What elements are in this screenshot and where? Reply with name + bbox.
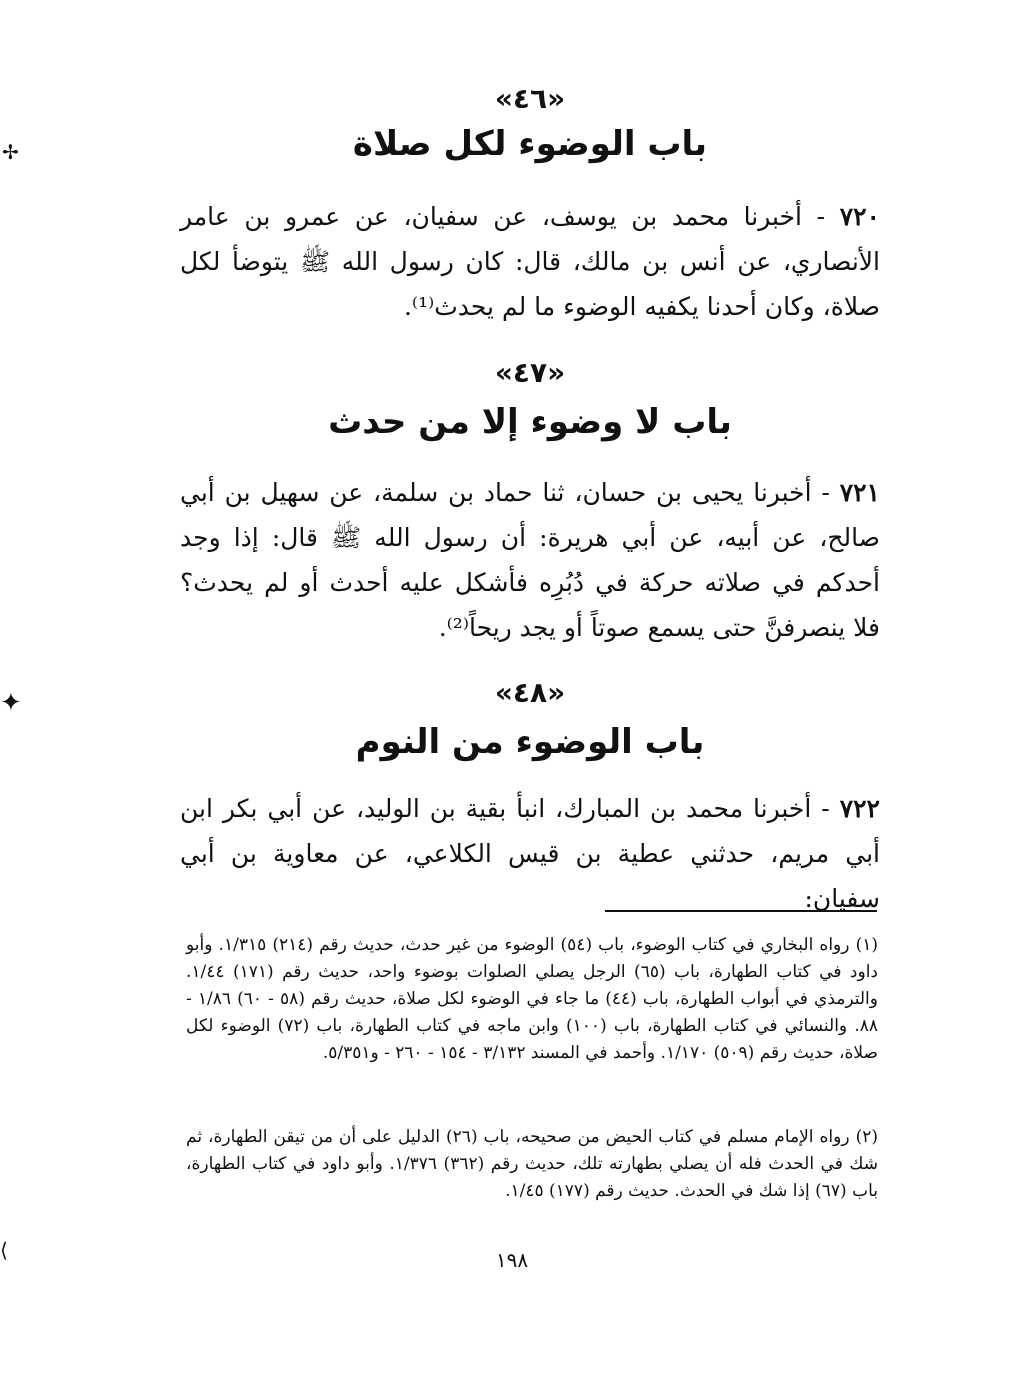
scan-mark-icon: ⟨ (0, 1238, 8, 1262)
chapter-title: باب الوضوء لكل صلاة (352, 124, 708, 164)
hadith-paragraph (180, 470, 880, 650)
footnote-text: رواه البخاري في كتاب الوضوء، باب (٥٤) الوضوء من غير حدث، حديث رقم (٢١٤) ١/٣١٥. وأبو داود في كتاب الطهارة، باب (٦٥) الرجل يصلي الصلوات بوضوء واحد، حديث رقم (١٧١) ١/٤٤. والترمذي في أبواب الطهارة، باب (٤٤) ما جاء في الوضوء لكل صلاة، حديث رقم (٥٨ - ٦٠) ١/٨٦ - ٨٨. والنسائي في كتاب الطهارة، باب (١٠٠) وابن ماجه في كتاب الطهارة، باب (٧٢) الوضوء لكل صلاة، حديث رقم (٥٠٩) ١/١٧٠. وأحمد في المسند ٣/١٣٢ - ١٥٤ - ٢٦٠ - و٥/٣٥١. (186, 935, 879, 1063)
chapter-title: باب لا وضوء إلا من حدث (328, 402, 732, 442)
hadith-dash: - (801, 202, 826, 231)
footnote-text: رواه الإمام مسلم في كتاب الحيض من صحيحه، باب (٢٦) الدليل على أن من تيقن الطهارة، ثم شك في الحدث فله أن يصلي بطهارته تلك، حديث رقم (٣٦٢) ١/٣٧٦. وأبو داود في كتاب الطهارة، باب (٦٧) إذا شك في الحدث. حديث رقم (١٧٧) ١/٤٥. (186, 1127, 878, 1201)
footnote-marker: (٢) (855, 1127, 878, 1147)
hadith-paragraph (180, 194, 880, 329)
footnote (186, 932, 878, 1067)
chapter-number: «٤٧» (494, 356, 566, 389)
hadith-number: ٧٢٢ (839, 794, 880, 823)
hadith-paragraph (180, 786, 880, 921)
chapter-number: «٤٦» (494, 82, 566, 115)
page-number: ١٩٨ (495, 1248, 529, 1272)
scan-mark-icon: ✢ (2, 140, 19, 164)
hadith-text: أخبرنا يحيى بن حسان، ثنا حماد بن سلمة، عن سهيل بن أبي صالح، عن أبيه، عن أبي هريرة: أن رسول الله ﷺ قال: إذا وجد أحدكم في صلاته حركة في دُبُرِه فأشكل عليه أحدث أو لم يحدث؟ فلا ينصرفنَّ حتى يسمع صوتاً أو يجد ريحاً⁽²⁾. (180, 478, 880, 642)
chapter-title: باب الوضوء من النوم (355, 722, 705, 762)
hadith-dash: - (811, 478, 830, 507)
chapter-number: «٤٨» (494, 676, 566, 709)
footnote (186, 1124, 878, 1205)
footnote-marker: (١) (855, 935, 878, 955)
footnote-separator (605, 910, 877, 912)
hadith-text: أخبرنا محمد بن المبارك، انبأ بقية بن الوليد، عن أبي بكر ابن أبي مريم، حدثني عطية بن قيس الكلاعي، عن معاوية بن أبي سفيان: (180, 794, 880, 913)
hadith-dash: - (811, 794, 830, 823)
hadith-number: ٧٢٠ (839, 202, 880, 231)
hadith-number: ٧٢١ (839, 478, 880, 507)
scan-mark-icon: ✦ (0, 688, 22, 718)
hadith-text: أخبرنا محمد بن يوسف، عن سفيان، عن عمرو بن عامر الأنصاري، عن أنس بن مالك، قال: كان رسول الله ﷺ يتوضأ لكل صلاة، وكان أحدنا يكفيه الوضوء ما لم يحدث⁽¹⁾. (180, 202, 880, 321)
